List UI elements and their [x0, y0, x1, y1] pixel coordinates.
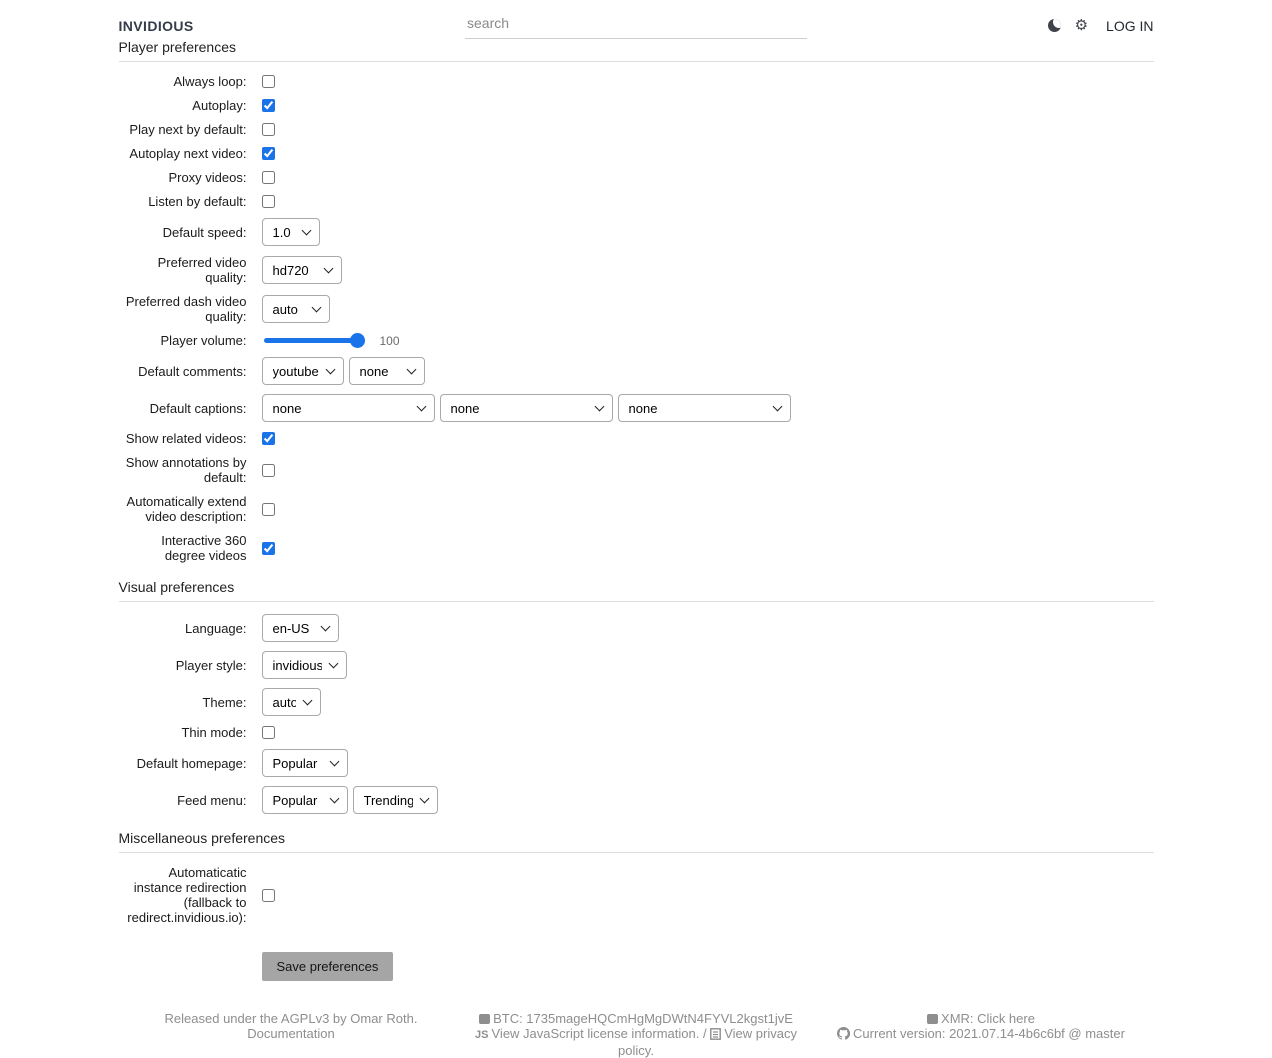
- proxy-videos-checkbox[interactable]: [262, 171, 275, 184]
- pref-row-quality: [119, 255, 1154, 285]
- invidious-logo[interactable]: INVIDIOUS: [118, 17, 194, 34]
- annotations-checkbox[interactable]: [262, 464, 275, 477]
- chevron-down-icon: [262, 295, 330, 323]
- quality-select[interactable]: [262, 256, 342, 284]
- chevron-down-icon: [349, 357, 425, 385]
- monero-icon: [927, 1014, 938, 1024]
- autoplay-checkbox[interactable]: [262, 99, 275, 112]
- play-next-checkbox[interactable]: [262, 123, 275, 136]
- proxy-videos-label: Proxy videos:: [168, 170, 247, 185]
- captions-select-3[interactable]: [618, 394, 791, 422]
- separator-text: /: [702, 1026, 707, 1041]
- captions-label: Default captions:: [149, 400, 247, 416]
- pref-row-quality-dash: [119, 294, 1154, 324]
- chevron-down-icon: [262, 688, 321, 716]
- comments-select-1[interactable]: [262, 357, 344, 385]
- feed-menu-select-2[interactable]: [353, 786, 438, 814]
- chevron-down-icon: [262, 256, 342, 284]
- pref-row-always-loop: [119, 74, 1154, 89]
- language-select[interactable]: [262, 614, 339, 642]
- pref-row-extend-desc: [119, 494, 1154, 524]
- comments-select-2[interactable]: [349, 357, 425, 385]
- pref-row-related: [119, 431, 1154, 446]
- chevron-down-icon: [440, 394, 613, 422]
- chevron-down-icon: [262, 218, 320, 246]
- footer-license-column: [119, 1011, 464, 1058]
- volume-label: Player volume:: [160, 333, 247, 348]
- pref-row-auto-redirect: [119, 865, 1154, 925]
- feed-menu-select-1[interactable]: [262, 786, 348, 814]
- xmr-prefix: XMR:: [941, 1011, 974, 1026]
- player-style-select[interactable]: [262, 651, 347, 679]
- extend-description-checkbox[interactable]: [262, 503, 275, 516]
- thin-mode-label: Thin mode:: [181, 725, 247, 740]
- chevron-down-icon: [618, 394, 791, 422]
- pref-row-homepage: [119, 749, 1154, 777]
- autoplay-next-label: Autoplay next video:: [129, 146, 247, 161]
- js-license-link[interactable]: View JavaScript license information.: [491, 1026, 700, 1041]
- footer: [119, 1011, 1154, 1058]
- divider: [119, 601, 1154, 602]
- quality-dash-label: Preferred dash video quality:: [125, 294, 247, 324]
- xmr-link[interactable]: Click here: [977, 1011, 1035, 1026]
- chevron-down-icon: [353, 786, 438, 814]
- extend-description-label: Automatically extend video description:: [126, 494, 247, 524]
- preferences-gear-icon[interactable]: ⚙: [1074, 17, 1089, 34]
- volume-value: 100: [379, 333, 400, 348]
- chevron-down-icon: [262, 394, 435, 422]
- related-videos-label: Show related videos:: [125, 431, 247, 446]
- pref-row-captions: [119, 394, 1154, 422]
- auto-redirect-checkbox[interactable]: [262, 889, 275, 902]
- pref-row-theme: [119, 688, 1154, 716]
- player-preferences-heading: Player preferences: [118, 39, 237, 55]
- chevron-down-icon: [262, 357, 344, 385]
- pref-row-autoplay-next: [119, 146, 1154, 161]
- theme-label: Theme:: [202, 694, 247, 710]
- bitcoin-icon: [479, 1014, 490, 1024]
- play-next-label: Play next by default:: [129, 122, 247, 137]
- always-loop-label: Always loop:: [173, 74, 247, 89]
- divider: [119, 852, 1154, 853]
- divider: [119, 61, 1154, 62]
- quality-dash-select[interactable]: [262, 295, 330, 323]
- feed-menu-label: Feed menu:: [177, 792, 247, 808]
- pref-row-play-next: [119, 122, 1154, 137]
- homepage-select[interactable]: [262, 749, 348, 777]
- pref-row-thin-mode: [119, 725, 1154, 740]
- speed-label: Default speed:: [162, 224, 247, 240]
- language-label: Language:: [185, 620, 247, 636]
- pref-row-language: [119, 614, 1154, 642]
- log-in-link[interactable]: LOG IN: [1106, 17, 1154, 34]
- pref-row-volume: [119, 333, 1154, 348]
- chevron-down-icon: [262, 786, 348, 814]
- license-text: Released under the AGPLv3 by Omar Roth.: [164, 1011, 418, 1026]
- thin-mode-checkbox[interactable]: [262, 726, 275, 739]
- pref-row-annotations: [119, 455, 1154, 485]
- autoplay-label: Autoplay:: [192, 98, 247, 113]
- captions-select-2[interactable]: [440, 394, 613, 422]
- annotations-label: Show annotations by default:: [125, 455, 247, 485]
- pref-row-speed: [119, 218, 1154, 246]
- related-videos-checkbox[interactable]: [262, 432, 275, 445]
- misc-preferences-heading: Miscellaneous preferences: [118, 830, 286, 846]
- privacy-document-icon: [710, 1028, 721, 1040]
- quality-label: Preferred video quality:: [157, 255, 247, 285]
- vr-mode-label: Interactive 360 degree videos: [161, 533, 247, 563]
- javascript-icon: JS: [475, 1029, 489, 1041]
- comments-label: Default comments:: [138, 363, 247, 379]
- save-preferences-button[interactable]: Save preferences: [262, 952, 394, 981]
- pref-row-proxy-videos: [119, 170, 1154, 185]
- autoplay-next-checkbox[interactable]: [262, 147, 275, 160]
- top-bar: [0, 0, 1272, 39]
- player-volume-slider[interactable]: [264, 334, 365, 348]
- homepage-label: Default homepage:: [136, 755, 247, 771]
- always-loop-checkbox[interactable]: [262, 75, 275, 88]
- pref-row-player-style: [119, 651, 1154, 679]
- chevron-down-icon: [262, 614, 339, 642]
- visual-preferences-heading: Visual preferences: [118, 579, 235, 595]
- captions-select-1[interactable]: [262, 394, 435, 422]
- auto-redirect-label: Automaticatic instance redirection (fallback to redirect.invidious.io):: [127, 865, 247, 925]
- pref-row-listen: [119, 194, 1154, 209]
- search-form: [465, 12, 807, 39]
- pref-row-autoplay: [119, 98, 1154, 113]
- speed-select[interactable]: [262, 218, 320, 246]
- documentation-link[interactable]: Documentation: [247, 1026, 335, 1041]
- player-style-label: Player style:: [175, 657, 247, 673]
- github-icon: [837, 1027, 850, 1040]
- pref-row-comments: [119, 357, 1154, 385]
- privacy-policy-link[interactable]: View privacy policy.: [618, 1026, 797, 1058]
- dark-mode-moon-icon[interactable]: [1048, 19, 1061, 32]
- pref-row-feed-menu: [119, 786, 1154, 814]
- listen-checkbox[interactable]: [262, 195, 275, 208]
- pref-row-vr-mode: [119, 533, 1154, 563]
- search-input[interactable]: [465, 12, 807, 39]
- theme-select[interactable]: [262, 688, 321, 716]
- vr-mode-checkbox[interactable]: [262, 542, 275, 555]
- listen-label: Listen by default:: [148, 194, 247, 209]
- footer-donate-column: [470, 1011, 802, 1058]
- chevron-down-icon: [262, 651, 347, 679]
- version-text: Current version: 2021.07.14-4b6c6bf @ master: [853, 1026, 1125, 1041]
- chevron-down-icon: [262, 749, 348, 777]
- footer-version-column: [809, 1011, 1154, 1058]
- btc-address: BTC: 1735mageHQCmHgMgDWtN4FYVL2kgst1jvE: [493, 1011, 793, 1026]
